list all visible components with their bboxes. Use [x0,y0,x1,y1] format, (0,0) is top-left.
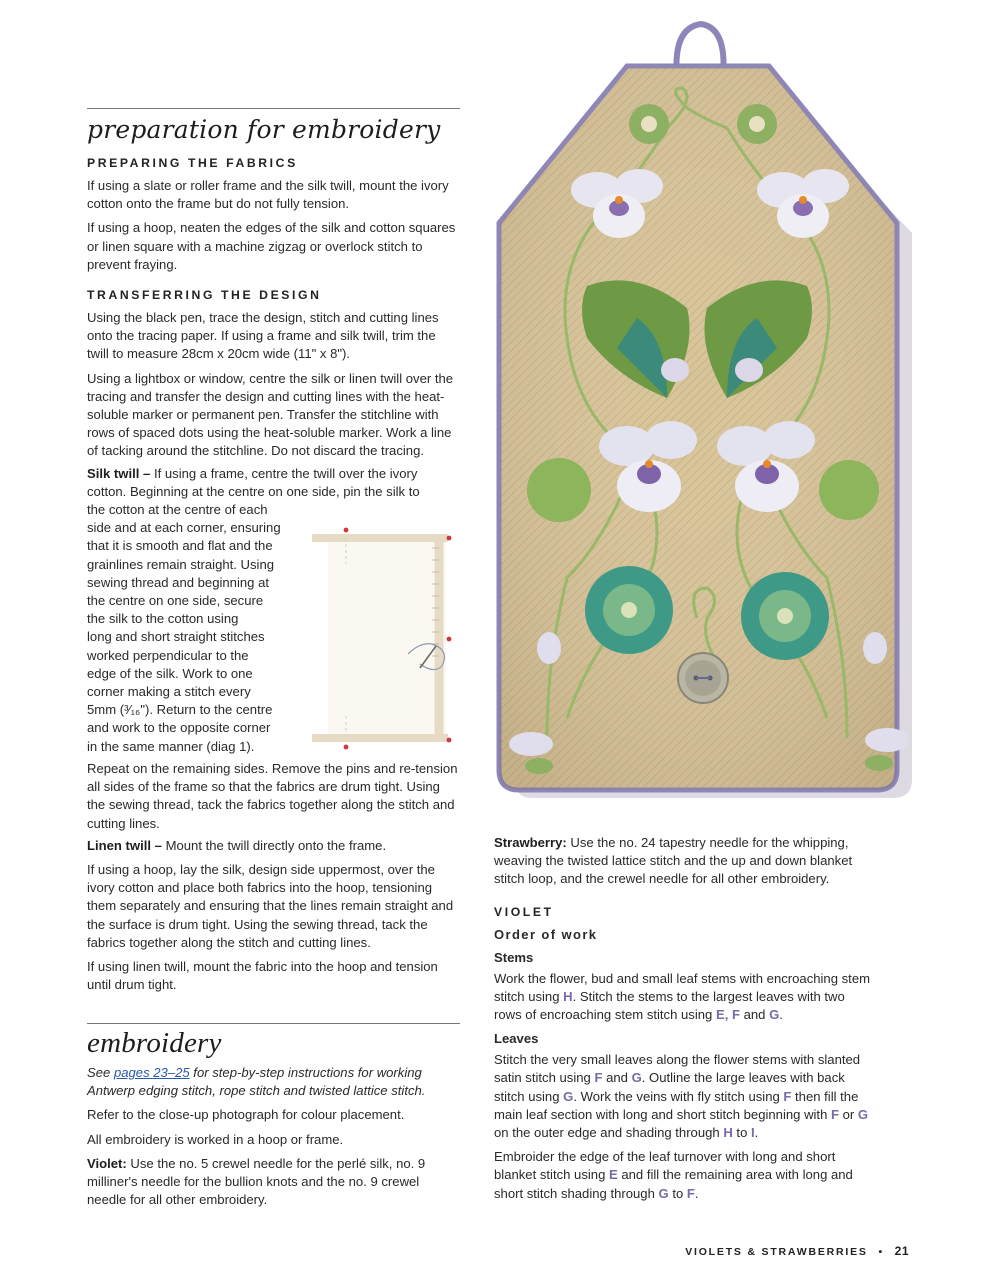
wrap-line: grainlines remain straight. Using [87,556,275,572]
strawberry-label: Strawberry: [494,835,567,850]
violet-bud [865,728,909,752]
rosette-leaf [629,104,669,144]
paragraph: Repeat on the remaining sides. Remove the pins and re-tension all sides of the frame so that the fabrics are drum tight. Using the sewing thread, tack the fabrics together along the stitch and cutting lines. [87,760,458,831]
rosette-leaf [585,566,673,654]
wrap-line: long and short straight stitches [87,629,265,645]
violet-bud [661,358,689,382]
thread-letter: F [594,1070,603,1086]
pin-icon [344,528,349,533]
pin-icon [447,738,452,743]
violet-bud [735,358,763,382]
diagram-fabric [328,536,446,740]
paragraph: If using a slate or roller frame and the silk twill, mount the ivory cotton onto the frame but do not fully tension. [87,178,449,212]
thread-letter: F [686,1185,695,1201]
order-of-work: Order of work [494,926,598,942]
leaves-heading: Leaves [494,1031,539,1047]
subheading-transferring: TRANSFERRING THE DESIGN [87,288,322,303]
thread-letter: F [831,1106,839,1122]
wrap-line: side and at each corner, ensuring [87,520,281,536]
paragraph-turnover: Embroider the edge of the leaf turnover with long and short blanket stitch using E and fill the remaining area with long and short stitch shading through G to F. [494,1149,853,1201]
thread-letter: G [631,1070,642,1086]
paragraph: All embroidery is worked in a hoop or frame. [87,1131,344,1147]
paragraph: If using a hoop, neaten the edges of the silk and cotton squares or linen square with a machine zigzag or overlock stitch to prevent fraying. [87,220,456,272]
rosette-leaf [737,104,777,144]
embroidery-section [87,1027,460,1209]
paragraph-violet [87,1155,460,1210]
subheading-preparing-fabrics: PREPARING THE FABRICS [87,156,298,170]
paragraph-linen-twill [87,837,460,855]
footer-title: VIOLETS & STRAWBERRIES [685,1246,868,1258]
silk-twill-label: Silk twill – [87,465,151,481]
footer-separator: • [878,1246,884,1258]
diagram-silk-pinning [308,526,458,752]
strawberry-text: Use the no. 24 tapestry needle for the whipping, weaving the twisted lattice stitch and the up and down blanket stitch loop, and the crewel needle for all other embroidery. [494,835,853,887]
paragraph-leaves: Stitch the very small leaves along the flower stems with slanted satin stitch using F and G. Outline the large leaves with back stitch using G. Work the veins with fly stitch using F then fill the main leaf section with long and short stitch beginning with F or G on the outer edge and shading through H to I. [494,1052,869,1141]
page-number: 21 [894,1244,909,1258]
strawberry-leaf [527,458,591,522]
wrap-line: worked perpendicular to the [87,647,249,663]
violet-bud [863,632,887,664]
thread-letter: H [563,988,573,1004]
pin-icon [447,637,452,642]
wrap-line: the cotton at the centre of each [87,502,268,518]
thread-letter: G [658,1185,669,1201]
wrap-line: the silk to the cotton using [87,611,239,627]
thread-letter: G [857,1106,869,1122]
stems-heading: Stems [494,949,534,965]
violet-text: Use the no. 5 crewel needle for the perlé silk, no. 9 milliner's needle for the bullion knots and the no. 9 crewel needle for all other embroidery. [87,1155,426,1208]
linen-twill-text: Mount the twill directly onto the frame. [161,837,387,853]
rosette-leaf [741,572,829,660]
section-heading-preparation: preparation for embroidery [87,115,441,144]
strawberry-leaf [819,460,879,520]
wrap-line: sewing thread and beginning at [87,574,269,590]
thread-letter: F [783,1088,792,1104]
top-rule [87,108,460,109]
pin-icon [344,745,349,750]
shell-button [678,653,728,703]
thread-letter: I [751,1125,755,1141]
paragraph: If using linen twill, mount the fabric into the hoop and tension until drum tight. [87,958,438,993]
see-suffix: for step-by-step instructions for working Antwerp edging stitch, rope stitch and twisted lattice stitch. [87,1065,426,1099]
wrap-line: edge of the silk. Work to one [87,665,253,681]
violet-label: Violet: [87,1155,127,1171]
see-prefix: See [87,1065,114,1080]
needlebook-photo [487,18,927,818]
page-footer [685,1244,909,1258]
paragraph: Using the black pen, trace the design, stitch and cutting lines onto the tracing paper. If using a frame and silk twill, trim the twill to measure 28cm x 20cm wide (11" x 8"). [87,310,439,362]
thread-letter: G [563,1088,574,1104]
section-heading-embroidery: embroidery [87,1027,222,1059]
paragraph-strawberry [494,834,874,889]
wrap-line: and work to the opposite corner [87,720,271,736]
wrap-line: corner making a stitch every [87,684,251,700]
bud-calyx [865,755,893,771]
paragraph: Refer to the close-up photograph for colour placement. [87,1107,405,1123]
right-column [494,834,874,1203]
thread-letter: G [769,1007,780,1023]
pin-icon [447,536,452,541]
thread-letter: H [723,1125,733,1141]
violet-bud [509,732,553,756]
linen-twill-label: Linen twill – [87,837,162,853]
thread-letter: E [609,1167,618,1183]
thread-letter: E, F [715,1007,740,1023]
bud-calyx [525,758,553,774]
paragraph-stems: Work the flower, bud and small leaf stems with encroaching stem stitch using H. Stitch the stems to the largest leaves with two rows of encroaching stem stitch using E, F and G. [494,970,871,1023]
violet-bud [537,632,561,664]
pages-link[interactable]: pages 23–25 [113,1065,190,1080]
paragraph: Using a lightbox or window, centre the silk or linen twill over the tracing and transfer the design and cutting lines with the heat-soluble marker or permanent pen. Transfer the stitchline with rows of spaced dots using the heat-soluble marker. Work a line of tacking around the stitchline. Do not discard the tracing. [87,370,454,459]
wrap-line: that it is smooth and flat and the [87,538,273,554]
silk-twill-text: If using a frame, centre the twill over the ivory cotton. Beginning at the centre on one side, pin the silk to [87,465,420,499]
paragraph-silk-twill [87,465,460,501]
paragraph: If using a hoop, lay the silk, design side uppermost, over the ivory cotton and place both fabrics into the hoop, tensioning them separately and ensuring that the lines remain straight and the surface is drum tight. Using the sewing thread, tack the fabrics together along the stitch and cutting lines. [87,861,454,950]
paragraph-see-pages [87,1064,460,1100]
embroidery-rule [87,1023,460,1024]
wrap-line: in the same manner (diag 1). [87,738,255,754]
wrap-line: 5mm (³⁄₁₆"). Return to the centre [87,702,273,718]
subheading-violet: VIOLET [494,904,554,919]
wrap-line: the centre on one side, secure [87,593,264,609]
silk-wrap-text [87,501,307,756]
